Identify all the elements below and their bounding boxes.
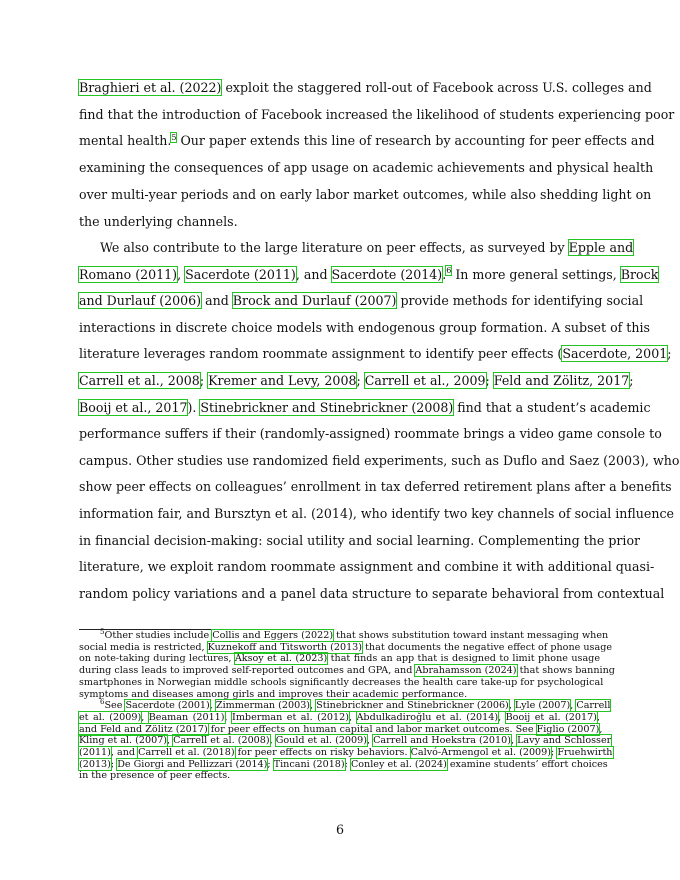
text-run: , [310,700,317,712]
footnote-line [79,712,600,724]
body-line [79,452,680,469]
footnote-line [79,676,604,689]
text-run: ; [485,373,494,388]
text-run: examining the consequences of app usage on academic achievements and physical health [79,160,654,176]
text-run: , and [110,747,139,758]
citation-link[interactable]: Feld and Zölitz, 2017 [493,373,630,388]
body-line [79,214,600,230]
body-line [79,585,665,602]
citation-link[interactable]: Beaman (2011) [148,711,225,723]
citation-link[interactable]: Kuznekoff and Titsworth (2013) [207,641,363,653]
text-run: We also contribute to the large literature on peer effects, as surveyed by [100,240,569,255]
text-run: , [348,711,357,723]
text-run: , [177,266,186,282]
footnote-line [79,689,600,701]
citation-link[interactable]: Booij et al. (2017) [505,711,597,723]
text-run: literature, we exploit random roommate assignment and combine it with additional quasi- [79,559,655,575]
footnote-line [79,723,603,736]
page-number: 6 [335,822,344,837]
body-line [79,160,654,176]
citation-link[interactable]: Booij et al., 2017 [79,399,188,415]
text-run: ; [344,758,351,770]
text-run: during class leads to improved self-reported outcomes and GPA, and [79,665,416,677]
citation-link[interactable]: Brock and Durlauf (2007) [232,293,397,309]
citation-link[interactable]: Kremer and Levy, 2008 [208,373,357,388]
citation-link[interactable]: Carrell et al., 2009 [364,373,486,388]
footnote-line [100,627,609,642]
citation-link[interactable]: Imberman et al. (2012) [232,711,349,723]
text-run: that shows banning [516,665,615,677]
text-run: , [366,735,374,747]
citation-link[interactable]: Romano (2011) [79,266,178,282]
citation-link[interactable]: Braghieri et al. (2022) [79,80,222,95]
citation-link[interactable]: Lyle (2007) [514,700,571,712]
citation-link[interactable]: Figlio (2007) [536,723,600,735]
text-run: in the presence of peer effects. [79,770,231,782]
footnote-line [79,641,613,654]
text-run: , [498,711,506,723]
body-line [79,559,655,575]
text-run: information fair, and Bursztyn et al. (2014), who identify two key channels of social influence [79,506,674,521]
citation-link[interactable]: Brock [620,266,659,282]
citation-link[interactable]: Stinebrickner and Stinebrickner (2008) [200,399,454,415]
text-run: on note-taking during lectures, [79,653,235,665]
citation-link[interactable]: Carrell et al. (2018) [138,747,235,758]
body-line [79,426,662,442]
footnote-marker: 5 [100,627,105,636]
text-run: mental health. [79,133,172,149]
citation-link[interactable]: et al. (2009) [79,711,142,723]
body-line [79,346,672,362]
footnote-line [79,747,613,759]
footnote-line [79,758,608,771]
body-line [79,373,634,389]
body-line [79,532,641,549]
text-run: , [599,723,603,735]
citation-link[interactable]: Sacerdote (2014) [331,266,443,282]
citation-link[interactable]: Carrell et al., 2008 [79,373,200,388]
footnote-line [79,665,615,677]
footnote-line [79,735,612,747]
citation-link[interactable]: Stinebrickner and Stinebrickner (2006) [316,700,509,712]
text-run: that shows substitution toward instant messaging when [333,630,609,641]
citation-link[interactable]: Kling et al. (2007) [79,735,168,747]
text-run: campus. Other studies use randomized field experiments, such as Duflo and Saez (2003), who [79,452,680,468]
text-run: interactions in discrete choice models with endogenous group formation. A subset of this [79,319,650,335]
text-run: and [201,293,233,309]
citation-link[interactable]: Aksoy et al. (2023) [234,653,328,665]
text-run: in financial decision-making: social utility and social learning. Complementing the prior [79,532,641,548]
text-run: See [104,700,126,712]
text-run: In more general settings, [451,266,621,282]
citation-link[interactable]: Lavy and Schlosser [517,735,612,747]
body-line [79,106,675,123]
citation-link[interactable]: Carrell et al. (2008) [173,735,270,747]
citation-link[interactable]: Calvó-Armengol et al. (2009) [410,747,552,758]
text-run: literature leverages random roommate assignment to identify peer effects ( [79,346,563,362]
body-line [79,319,650,336]
body-line [79,506,674,522]
text-run: for peer effects on risky behaviors. [234,747,411,758]
citation-link[interactable]: Carrell [576,700,611,712]
footnote-marker[interactable]: 5 [171,133,177,143]
text-run: , [508,700,515,712]
citation-link[interactable]: Epple and [568,240,634,255]
footnote-line [79,770,600,782]
text-run: ; [551,747,558,758]
text-run: find that a student’s academic [453,399,651,415]
text-run: that documents the negative effect of phone usage [362,641,613,653]
citation-link[interactable]: and Feld and Zölitz (2017) [79,723,208,735]
text-run: for peer effects on human capital and labor market outcomes. See [207,723,537,735]
citation-link[interactable]: Tincani (2018) [273,758,345,770]
citation-link[interactable]: Zimmerman (2003) [215,700,311,712]
text-run: ). [187,399,201,415]
body-line [79,186,652,203]
text-run: examine students’ effort choices [446,758,608,770]
footnote-marker[interactable]: 6 [446,266,452,276]
body-line [79,479,672,495]
body-line [100,240,634,256]
text-run: , [596,711,600,723]
body-line [79,266,659,283]
text-run: provide methods for identifying social [396,293,644,309]
citation-link[interactable]: Abrahamsson (2024) [415,665,517,677]
text-run: , [510,735,518,747]
body-line [79,399,651,416]
text-run: social media is restricted, [79,641,208,653]
text-run: symptoms and diseases among girls and improves their academic performance. [79,688,468,700]
footnote-line [100,698,611,712]
text-run: performance suffers if their (randomly-assigned) roommate brings a video game console to [79,426,662,442]
citation-link[interactable]: Carrell and Hoekstra (2010) [373,735,511,747]
text-run: Our paper extends this line of research by accounting for peer effects and [176,133,655,149]
text-run: , [167,735,174,747]
text-run: ; [356,373,365,388]
text-run: show peer effects on colleagues’ enrollment in tax deferred retirement plans after a benefits [79,479,672,495]
citation-link[interactable]: Abdulkadiroğlu et al. (2014) [356,711,499,723]
citation-link[interactable]: Sacerdote (2001) [125,700,210,712]
citation-link[interactable]: Sacerdote, 2001 [562,346,668,362]
text-run: ; [199,373,209,388]
body-line [79,80,652,96]
text-run: exploit the staggered roll-out of Facebook across U.S. colleges and [221,80,652,95]
text-run: the underlying channels. [79,213,238,229]
body-line [79,133,655,149]
text-run: that finds an app that is designed to limit phone usage [327,653,600,665]
text-run: , [209,700,216,712]
text-run: , [141,711,149,723]
citation-link[interactable]: (2013) [79,758,111,770]
text-run: Other studies include [104,630,213,641]
text-run: , [224,711,233,723]
footnote-marker: 6 [100,698,105,706]
text-run: , and [295,266,332,282]
footnote-line [79,653,600,665]
text-run: ; [110,758,118,770]
text-run: , [269,735,276,747]
text-run: ; [629,373,634,388]
body-line [79,293,644,309]
citation-link[interactable]: (2011) [79,747,111,758]
text-run: . [442,266,447,282]
text-run: ; [267,758,274,770]
citation-link[interactable]: and Durlauf (2006) [79,293,202,309]
citation-link[interactable]: Conley et al. (2024) [350,758,447,770]
text-run: smartphones in Norwegian middle schools significantly decreases the health care take-up for psychological [79,676,604,688]
text-run: random policy variations and a panel data structure to separate behavioral from contextual [79,585,665,601]
citation-link[interactable]: Gould et al. (2009) [275,735,367,747]
citation-link[interactable]: Sacerdote (2011) [185,266,296,282]
citation-link[interactable]: De Giorgi and Pellizzari (2014) [117,758,268,770]
citation-link[interactable]: Collis and Eggers (2022) [212,630,334,641]
text-run: , [570,700,577,712]
citation-link[interactable]: Fruehwirth [557,747,613,758]
text-run: over multi-year periods and on early labor market outcomes, while also shedding light on [79,186,652,202]
text-run: ; [667,346,672,362]
text-run: find that the introduction of Facebook increased the likelihood of students experiencing poor [79,106,675,122]
